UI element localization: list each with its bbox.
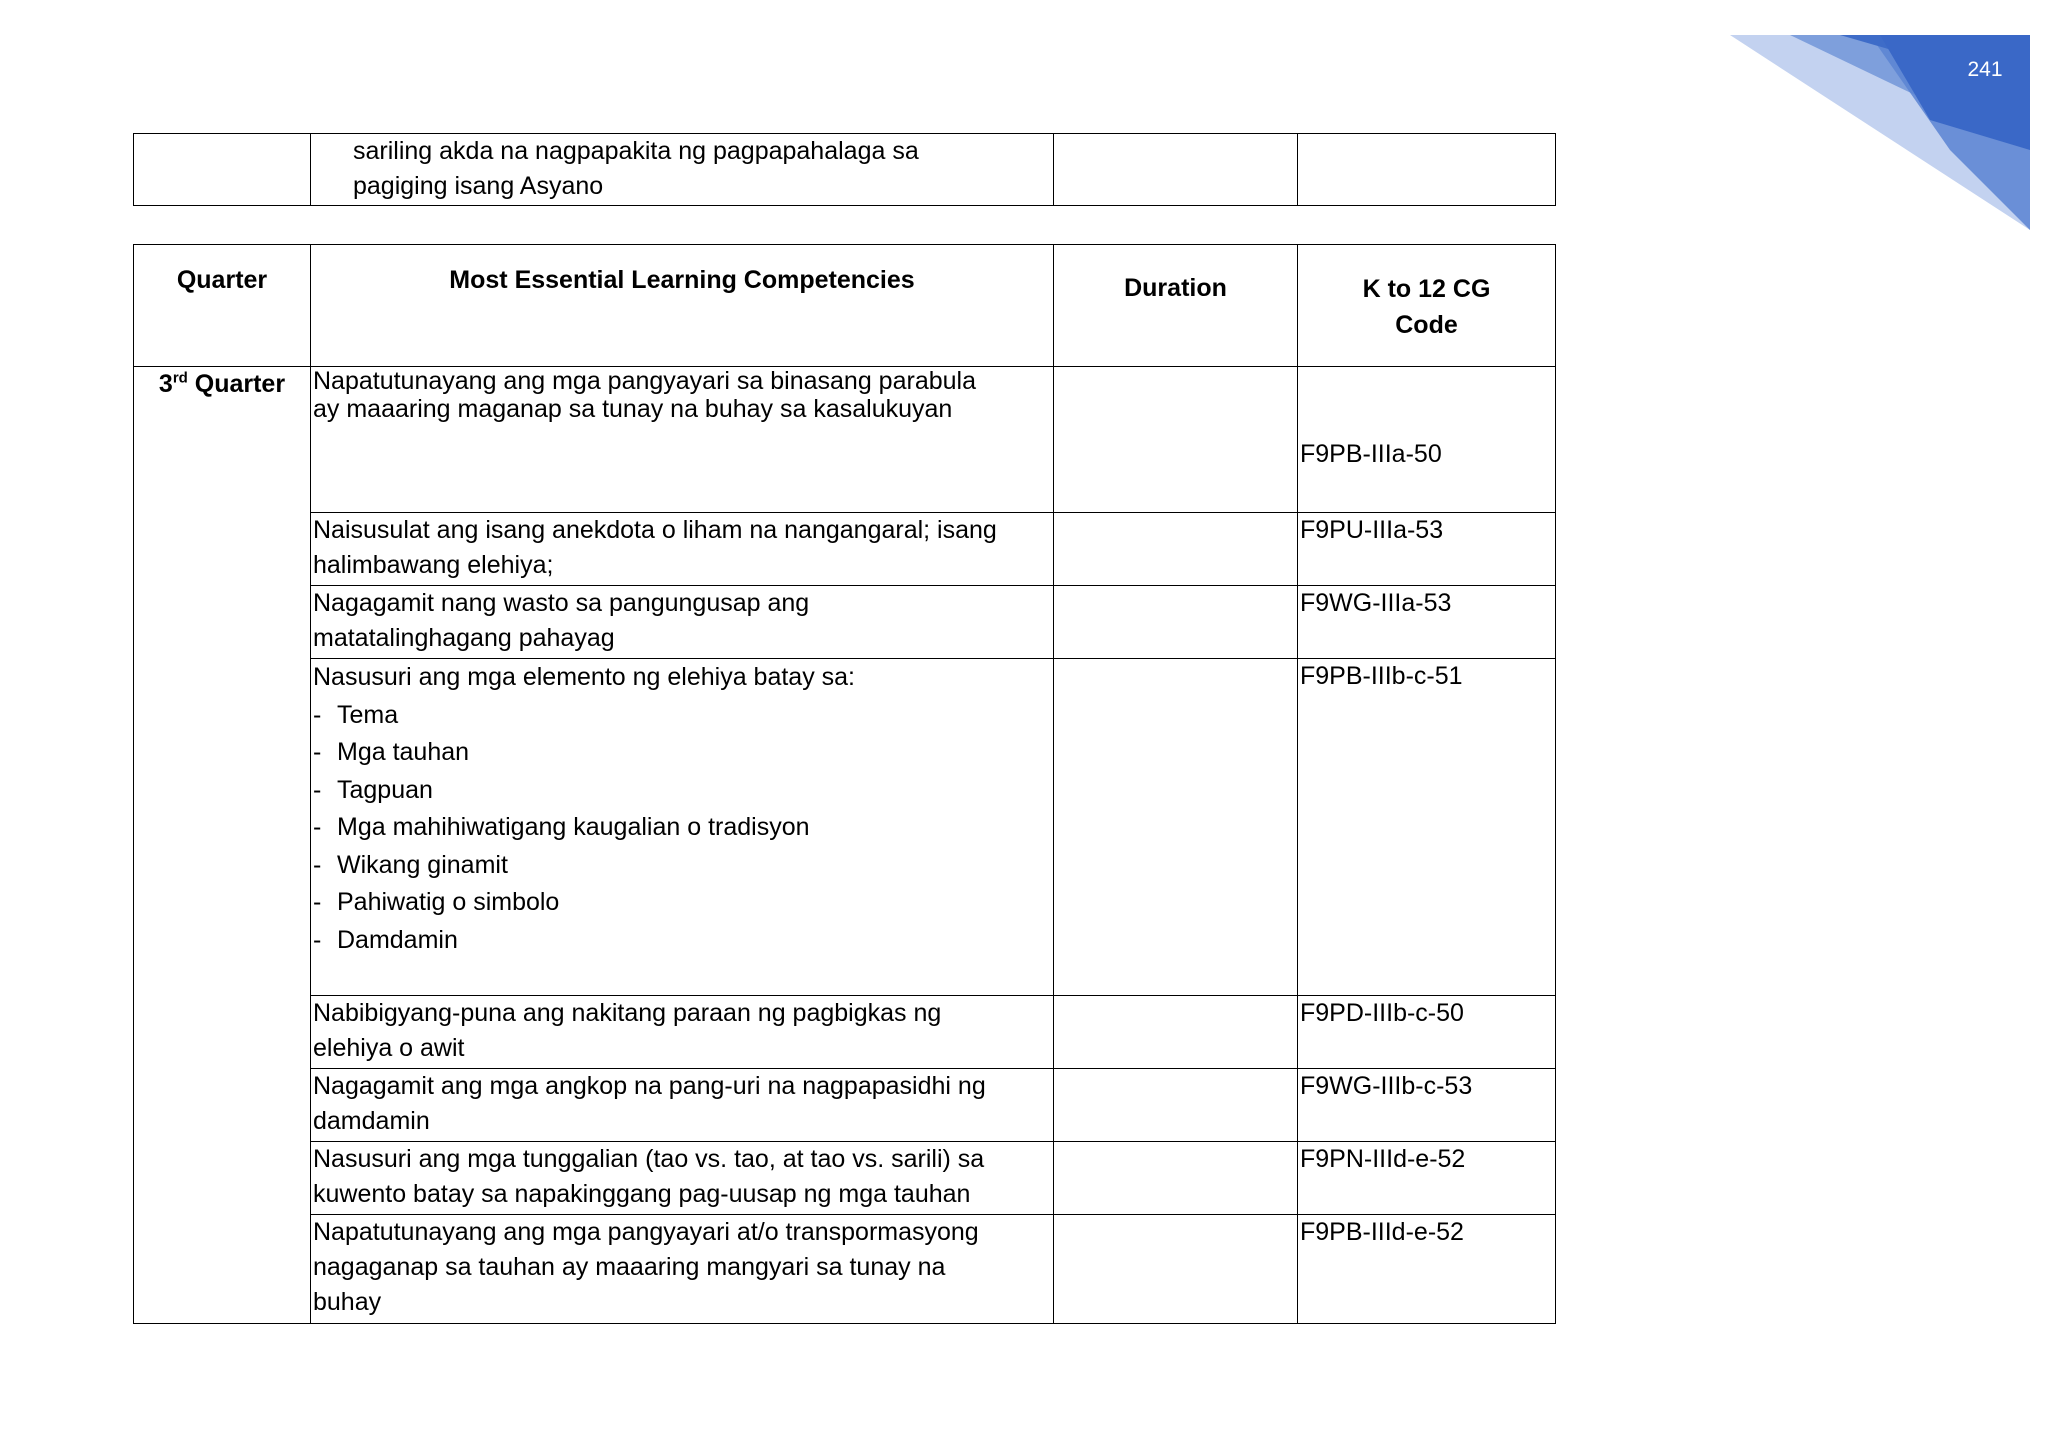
- competency-cell: [311, 1069, 1054, 1142]
- competency-line: damdamin: [313, 1107, 430, 1135]
- quarter-number: 3: [158, 370, 173, 398]
- list-bullet: -: [313, 925, 322, 954]
- quarter-cell-empty: [134, 134, 311, 206]
- list-bullet: -: [313, 850, 322, 879]
- list-item-text: Wikang ginamit: [337, 850, 508, 879]
- code-cell: F9PU-IIIa-53: [1298, 513, 1556, 586]
- competency-cell: [311, 1142, 1054, 1215]
- duration-cell: [1054, 996, 1298, 1069]
- quarter-suffix: rd: [172, 369, 188, 387]
- table-row: [134, 996, 1556, 1069]
- code-cell: F9PB-IIIb-c-51: [1298, 659, 1556, 996]
- duration-cell: [1054, 134, 1298, 206]
- duration-cell: [1054, 1069, 1298, 1142]
- list-item-text: Tema: [337, 700, 399, 729]
- competency-line: sariling akda na nagpapakita ng pagpapahalaga sa: [353, 137, 919, 165]
- duration-cell: [1054, 586, 1298, 659]
- list-item: [313, 809, 1051, 847]
- table-header-row: [134, 245, 1556, 367]
- table-row: [134, 659, 1556, 996]
- competency-line: kuwento batay sa napakinggang pag-uusap ng mga tauhan: [313, 1180, 971, 1208]
- competency-cell: [311, 996, 1054, 1069]
- competency-line: Napatutunayang ang mga pangyayari at/o transpormasyong: [313, 1218, 979, 1246]
- competency-line: matatalinghagang pahayag: [313, 624, 615, 652]
- list-bullet: -: [313, 738, 322, 766]
- code-cell: F9PN-IIId-e-52: [1298, 1142, 1556, 1215]
- code-cell: F9PB-IIIa-50: [1298, 367, 1556, 513]
- list-item: [313, 884, 1051, 922]
- code-cell: F9WG-IIIb-c-53: [1298, 1069, 1556, 1142]
- page-number: 241: [1967, 58, 2003, 81]
- list-item-text: Tagpuan: [337, 775, 433, 804]
- list-item: [313, 772, 1051, 810]
- list-item: [313, 697, 1051, 735]
- list-bullet: -: [313, 888, 322, 916]
- competency-line: halimbawang elehiya;: [313, 551, 554, 579]
- list-item-text: Mga tauhan: [337, 738, 470, 766]
- header-quarter: Quarter: [134, 245, 311, 367]
- header-code-line: Code: [1395, 311, 1458, 339]
- list-item-text: Pahiwatig o simbolo: [337, 888, 560, 916]
- duration-cell: [1054, 659, 1298, 996]
- competency-line: buhay: [313, 1288, 382, 1316]
- list-item: [313, 734, 1051, 772]
- list-bullet: -: [313, 700, 322, 729]
- duration-cell: [1054, 1142, 1298, 1215]
- competency-line: Nabibigyang-puna ang nakitang paraan ng pagbigkas ng: [313, 999, 942, 1027]
- list-bullet: -: [313, 775, 322, 804]
- table-row: [134, 1069, 1556, 1142]
- code-cell: F9PD-IIIb-c-50: [1298, 996, 1556, 1069]
- header-code-line: K to 12 CG: [1362, 275, 1491, 303]
- competency-line: Naisusulat ang isang anekdota o liham na nangangaral; isang: [313, 516, 997, 544]
- header-duration: Duration: [1054, 245, 1298, 367]
- table-row: [134, 367, 1556, 513]
- table-row: [134, 586, 1556, 659]
- competency-cell: [311, 1215, 1054, 1324]
- competency-cell: [311, 513, 1054, 586]
- competency-cell: [311, 586, 1054, 659]
- competency-line: ay maaaring maganap sa tunay na buhay sa kasalukuyan: [313, 395, 953, 423]
- competency-line: elehiya o awit: [313, 1034, 465, 1062]
- competency-line: Napatutunayang ang mga pangyayari sa binasang parabula: [313, 367, 976, 395]
- list-item-text: Mga mahihiwatigang kaugalian o tradisyon: [337, 813, 810, 841]
- competency-cell: [311, 659, 1054, 996]
- quarter-text: Quarter: [187, 370, 286, 398]
- competency-line: pagiging isang Asyano: [353, 172, 604, 200]
- table-row: [134, 513, 1556, 586]
- duration-cell: [1054, 1215, 1298, 1324]
- competency-cell: [311, 367, 1054, 513]
- table-row: [134, 1215, 1556, 1324]
- competency-line: Nasusuri ang mga tunggalian (tao vs. tao, at tao vs. sarili) sa: [313, 1145, 985, 1173]
- continuation-table: [133, 133, 1556, 206]
- code-cell: F9PB-IIId-e-52: [1298, 1215, 1556, 1324]
- duration-cell: [1054, 367, 1298, 513]
- table-row: [134, 134, 1556, 206]
- list-bullet: -: [313, 813, 322, 841]
- duration-cell: [1054, 513, 1298, 586]
- competency-line: Nagagamit nang wasto sa pangungusap ang: [313, 589, 810, 617]
- competencies-table: [133, 244, 1556, 1324]
- code-cell: F9WG-IIIa-53: [1298, 586, 1556, 659]
- table-row: [134, 1142, 1556, 1215]
- code-cell: [1298, 134, 1556, 206]
- competency-line: Nasusuri ang mga elemento ng elehiya batay sa:: [313, 663, 855, 691]
- competency-line: nagaganap sa tauhan ay maaaring mangyari sa tunay na: [313, 1253, 946, 1281]
- list-item: [313, 847, 1051, 885]
- quarter-label: [134, 367, 311, 1324]
- header-competencies: Most Essential Learning Competencies: [311, 245, 1054, 367]
- list-item: [313, 922, 1051, 960]
- header-code: [1298, 245, 1556, 367]
- competency-cell: [311, 134, 1054, 206]
- list-item-text: Damdamin: [337, 925, 458, 954]
- competency-line: Nagagamit ang mga angkop na pang-uri na nagpapasidhi ng: [313, 1072, 986, 1100]
